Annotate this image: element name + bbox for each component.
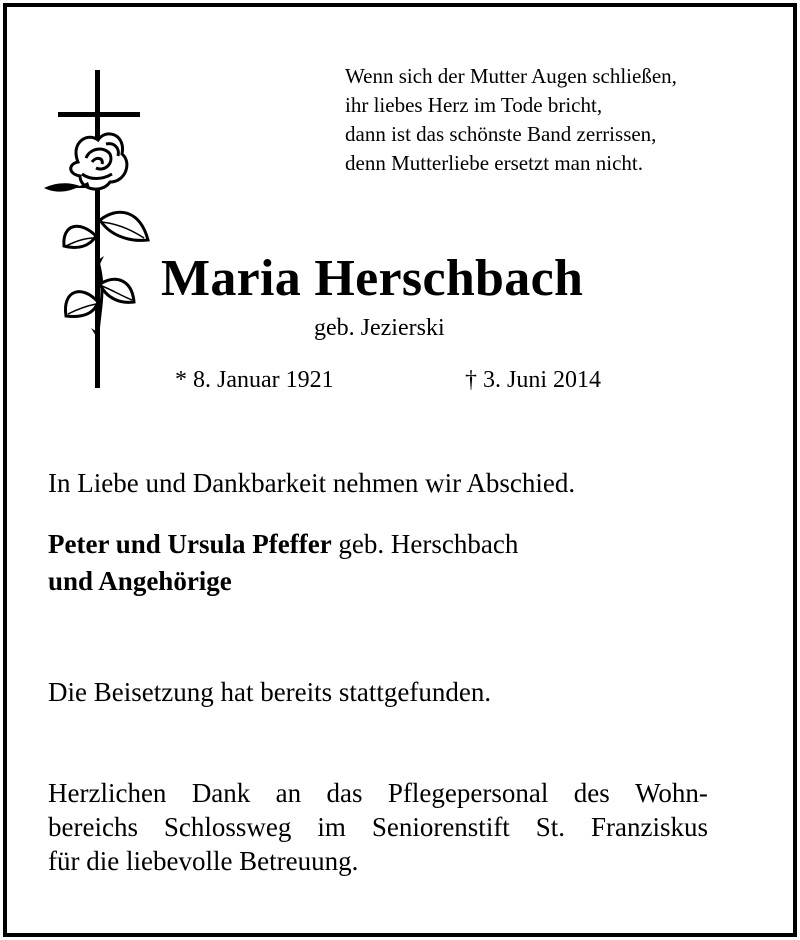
maiden-name: geb. Jezierski: [314, 315, 445, 341]
verse-line: denn Mutterliebe ersetzt man nicht.: [345, 151, 643, 175]
thanks-word: Seniorenstift: [371, 812, 510, 842]
verse-line: Wenn sich der Mutter Augen schließen,: [345, 64, 677, 88]
thanks-word: des: [573, 778, 610, 808]
thanks-word: bereichs: [48, 812, 138, 842]
mourner-names: Peter und Ursula Pfeffer: [48, 529, 332, 559]
thanks-word: St.: [535, 812, 566, 842]
farewell-statement: In Liebe und Dankbarkeit nehmen wir Abschied.: [48, 468, 576, 498]
death-date: † 3. Juni 2014: [465, 367, 602, 393]
thanks-word: Schlossweg: [163, 812, 292, 842]
thanks-word: Franziskus: [591, 812, 708, 842]
thanks-word: Herzlichen: [48, 778, 167, 808]
mourners-block: [48, 526, 518, 600]
verse-block: [345, 62, 785, 178]
burial-note: Die Beisetzung hat bereits stattgefunden.: [48, 677, 492, 707]
verse-line: dann ist das schönste Band zerrissen,: [345, 122, 657, 146]
cross-with-rose-icon: [40, 70, 155, 390]
thanks-word: Pflegepersonal: [387, 778, 549, 808]
birth-date: * 8. Januar 1921: [175, 367, 334, 393]
mourner-maiden-note: geb. Herschbach: [331, 529, 519, 559]
thanks-block: [48, 776, 708, 878]
thanks-line-3: für die liebevolle Betreuung.: [48, 846, 359, 876]
thanks-word: Dank: [191, 778, 251, 808]
verse-line: ihr liebes Herz im Tode bricht,: [345, 93, 603, 117]
relatives-line: und Angehörige: [48, 566, 232, 596]
thanks-word: Wohn-: [635, 778, 708, 808]
thanks-line-1: [48, 776, 708, 810]
thanks-word: an: [275, 778, 302, 808]
mourners-line: [48, 526, 518, 563]
thanks-word: im: [317, 812, 346, 842]
deceased-name: Maria Herschbach: [161, 250, 584, 307]
thanks-word: das: [326, 778, 363, 808]
thanks-line-2: [48, 810, 708, 844]
